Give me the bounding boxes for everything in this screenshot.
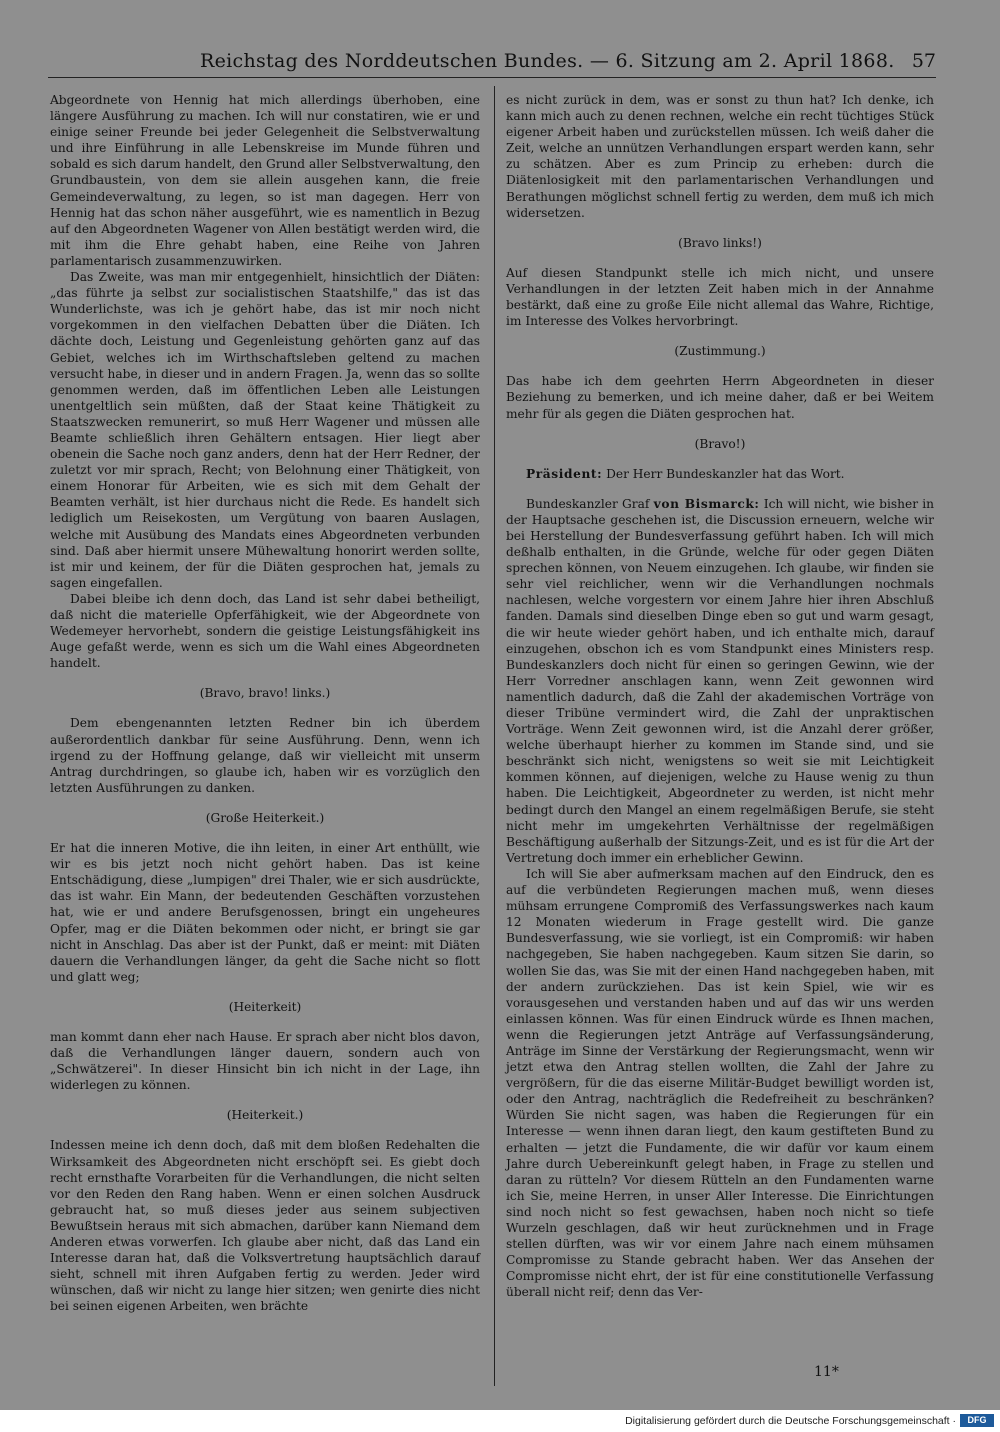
president-text: Der Herr Bundeskanzler hat das Wort. — [606, 466, 845, 481]
paragraph: Das Zweite, was man mir entgegenhielt, hinsichtlich der Diäten: „das führte ja selbst zur socialistischen Staatshilfe," das ist das Wunderlichste, was ich je gehört habe, das ist mir noch nicht vorgekommen in den vielfachen Debatten über die Diäten. Ich dächte doch, Leistung und Gegenleistung gehörten ganz auf das Gebiet, welches ich im Wirthschaftsleben geltend zu machen versucht habe, in dieser und in andern Fragen. Ja, wenn das so sollte genommen werden, daß im öffentlichen Leben alle Leistungen unentgeltlich sein müßten, daß der Staat keine Thätigkeit zu Staatszwecken remunerirt, so muß Herr Wagener und müssen alle Beamte schließlich ihren Gehältern entsagen. Hier liegt aber obenein die Sache noch ganz anders, denn hat der Herr Redner, der zuletzt vor mir sprach, Recht; von Belohnung einer Thätigkeit, von einem Honorar für Arbeiten, wie es sich mit dem Gehalt der Beamten verhält, ist hier durchaus nicht die Rede. Es handelt sich lediglich um Reisekosten, um Vergütung von baaren Auslagen, welche mit Ausübung des Mandats eines Abgeordneten verbunden sind. Daß aber hiermit unsere Mühewaltung honorirt werden sollte, ist mir und keinem, der für die Diäten gesprochen hat, jemals zu sagen eingefallen. — [50, 270, 480, 590]
speech-text: Ich will nicht, wie bisher in der Hauptsache geschehen ist, die Discussion erneuern, welche wir bei Herstellung der Bundesverfassung geführt haben. Ich will mich deßhalb enthalten, in die Gründe, welche für oder gegen Diäten sprechen können, von Neuem einzugehen. Ich glaube, wir finden sie sehr viel reichlicher, wenn wir die Verhandlungen nochmals nachlesen, welche vorgestern vor einem Jahre hier ihren Abschluß fanden. Damals sind dieselben Dinge eben so gut und warm gesagt, die wir heute wieder gehört haben, und ich enthalte mich, darauf einzugehen, obschon ich es vom Standpunkt eines Ministers resp. Bundeskanzlers doch nicht für einen so geringen Gewinn, wie der Herr Vorredner anschlagen kann, wenn Zeit gewonnen wird namentlich dadurch, daß die Zahl der akademischen Vorträge von dieser Tribüne vermindert wird, die Zahl der unpraktischen Vorträge. Wenn Zeit gewonnen wird, ist die Anzahl derer größer, welche überhaupt hierher zu kommen im Stande sind, und sie beschränkt sich nicht, wenigstens so weit sie mit Leichtigkeit kommen können, auf diejenigen, welche zu Hause wenig zu thun haben. Die Leichtigkeit, Abgeordneter zu werden, ist nicht mehr bedingt durch den Mangel an einem regelmäßigen Berufe, sie steht nicht mehr im umgekehrten Verhältnisse der regelmäßigen Beschäftigung außerhalb der Sitzungs-Zeit, und es ist für die Art der Vertretung doch immer ein erheblicher Gewinn. — [506, 496, 935, 865]
interjection: (Heiterkeit) — [228, 999, 302, 1014]
paragraph: Abgeordnete von Hennig hat mich allerdings überhoben, eine längere Ausführung zu machen. Ich will nur constatiren, wie er und einige seiner Freunde bei jeder Gelegenheit die Selbstverwaltung und ihre Einführung in alle Lebenskreise im Munde führen und sobald es sich darum handelt, den Grund aller Selbstverwaltung, den Grundbaustein, von dem sie allein ausgehen kann, die freie Gemeindeverwaltung, zu legen, so ist man dagegen. Herr von Hennig hat das schon näher ausgeführt, wie es namentlich in Bezug auf den Abgeordneten Wagener von Allen bestätigt werden wird, die mit ihm die Ehre gehabt haben, eine Reihe von Jahren parlamentarisch zusammenzuwirken. — [50, 93, 480, 268]
page-header — [40, 46, 940, 76]
speaker-president: Präsident: — [526, 466, 603, 481]
paragraph: Er hat die inneren Motive, die ihn leiten, in einer Art enthüllt, wie wir es bis jetzt noch nicht gehört haben. Das ist keine Entschädigung, diese „lumpigen" drei Thaler, wie er sich ausdrückte, das ist wahr. Ein Mann, der bedeutenden Geschäften vorzustehen hat, wie er und andere Berufsgenossen, bringt ein ungeheures Opfer, mag er die Diäten bekommen oder nicht, er bringt sie gar nicht in Anschlag. Das aber ist der Punkt, daß er meint: mit Diäten dauern die Verhandlungen länger, da geht die Sache nicht so flott und glatt weg; — [50, 841, 480, 984]
sheet-signature: 11* — [814, 1364, 839, 1380]
interjection: (Bravo, bravo! links.) — [199, 686, 331, 701]
speaker-bismarck: von Bismarck: — [653, 496, 760, 511]
interjection: (Bravo links!) — [678, 235, 762, 250]
paragraph: es nicht zurück in dem, was er sonst zu thun hat? Ich denke, ich kann mich auch zu denen rechnen, welche ein recht tüchtiges Stück eigener Arbeit haben und zurückstellen müssen. Ich weiß daher die Zeit, welche an unnützen Verhandlungen erspart werden kann, sehr zu schätzen. Aber es zum Princip zu erheben: durch die Diätenlosigkeit mit den parlamentarischen Verhandlungen und Berathungen möglichst schnell fertig zu werden, dem muß ich mich widersetzen. — [506, 93, 934, 220]
paragraph: Dem ebengenannten letzten Redner bin ich überdem außerordentlich dankbar für seine Ausführung. Denn, wenn ich irgend zu der Hoffnung gelange, daß wir vielleicht mit unserm Antrag durchdringen, so glaube ich, haben wir es vorzüglich den letzten Ausführungen zu danken. — [50, 716, 480, 795]
paragraph: Das habe ich dem geehrten Herrn Abgeordneten in dieser Beziehung zu bemerken, und ich meine daher, daß er bei Weitem mehr für als gegen die Diäten gesprochen hat. — [506, 374, 934, 421]
right-column — [506, 92, 934, 1300]
speaker-intro: Bundeskanzler Graf — [526, 496, 650, 511]
paragraph: Indessen meine ich denn doch, daß mit dem bloßen Redehalten die Wirksamkeit des Abgeordneten nicht erschöpft sei. Es giebt doch recht ernsthafte Vorarbeiten für die Verhandlungen, die nicht selten vor den Reden den Rang haben. Wenn er einen solchen Ausdruck gebraucht hat, so muß dieses jeder aus seinem subjectiven Bewußtsein heraus mit sich abmachen, darüber kann Niemand dem Anderen etwas vorwerfen. Ich glaube aber nicht, daß das Land ein Interesse daran hat, daß die Volksvertretung hauptsächlich darauf sieht, schnell mit ihren Aufgaben fertig zu werden. Jeder wird wünschen, daß wir nicht zu lange hier sitzen; wen genirte dies nicht bei seinen eigenen Arbeiten, wen brächte — [50, 1138, 480, 1314]
paragraph: Auf diesen Standpunkt stelle ich mich nicht, und unsere Verhandlungen in der letzten Zeit haben mich in der Annahme bestärkt, daß eine zu große Eile nicht allemal das Wahre, Richtige, im Interesse des Volkes hervorbringt. — [506, 265, 934, 329]
paragraph: Dabei bleibe ich denn doch, das Land ist sehr dabei betheiligt, daß nicht die materielle Opferfähigkeit, wie der Abgeordnete von Wedemeyer hervorhebt, sondern die geistige Leistungsfähigkeit ins Auge gefaßt werde, wenn es sich um die Wahl eines Abgeordneten handelt. — [50, 591, 480, 671]
footer-bar — [0, 1410, 1000, 1432]
column-divider — [494, 86, 495, 1386]
interjection: (Heiterkeit.) — [226, 1108, 304, 1123]
paragraph: Ich will Sie aber aufmerksam machen auf den Eindruck, den es auf die verbündeten Regierungen machen muß, wenn dieses mühsam errungene Compromiß des Verfassungswerkes nach kaum 12 Monaten wiederum in Frage gestellt wird. Die ganze Bundesverfassung, wie sie vorliegt, ist ein Compromiß: wir haben nachgegeben, Sie haben nachgegeben. Kaum sitzen Sie darin, so wollen Sie das, was Sie mit der einen Hand nachgegeben haben, mit der andern zurückziehen. Das ist kein Spiel, wie wir es vorausgesehen und verstanden haben und auf das wir uns werden einlassen können. Was für einen Eindruck würde es Ihnen machen, wenn die Regierungen jetzt Anträge auf Verfassungsänderung, Anträge im Sinne der Verstärkung der Regierungsmacht, wenn wir jetzt etwa den Antrag stellen wollten, die Zahl der Jahre zu vergrößern, für die das eiserne Militär-Budget bewilligt worden ist, oder den Antrag, nachträglich die Redefreiheit zu beschränken? Würden Sie nicht sagen, was haben die Regierungen für ein Interesse — wenn ihnen daran liegt, den kaum gestifteten Bund zu erhalten — jetzt die Fundamente, die wir dafür vor kaum einem Jahre durch Uebereinkunft gelegt haben, in Frage zu stellen und daran zu rütteln? Vor diesem Rütteln an den Fundamenten warne ich Sie, meine Herren, in unser Aller Interesse. Die Einrichtungen sind noch nicht so fest gewachsen, haben noch nicht so tiefe Wurzeln geschlagen, daß wir heut zurücknehmen und in Frage stellen dürften, was wir vor einem Jahre nach einem mühsamen Compromisse zu Stande gebracht haben. Wer das Ansehen der Compromisse nicht ehrt, der ist für eine constitutionelle Verfassung überall nicht reif; denn das Ver- — [506, 866, 934, 1300]
left-column — [50, 92, 480, 1314]
interjection: (Zustimmung.) — [674, 344, 766, 359]
president-statement — [506, 466, 934, 482]
interjection: (Bravo!) — [694, 436, 746, 451]
interjection: (Große Heiterkeit.) — [205, 810, 325, 825]
paragraph — [506, 496, 934, 866]
dfg-logo-icon: DFG — [960, 1414, 994, 1427]
running-title: Reichstag des Norddeutschen Bundes. — 6. Sitzung am 2. April 1868. — [200, 50, 895, 72]
paragraph: man kommt dann eher nach Hause. Er sprach aber nicht blos davon, daß die Verhandlungen länger dauern, sondern auch von „Schwätzerei". In dieser Hinsicht bin ich nicht in der Lage, ihn widerlegen zu können. — [50, 1029, 480, 1093]
funding-note: Digitalisierung gefördert durch die Deutsche Forschungsgemeinschaft · — [625, 1415, 956, 1427]
header-rule — [48, 77, 936, 78]
page-number: 57 — [911, 50, 936, 72]
